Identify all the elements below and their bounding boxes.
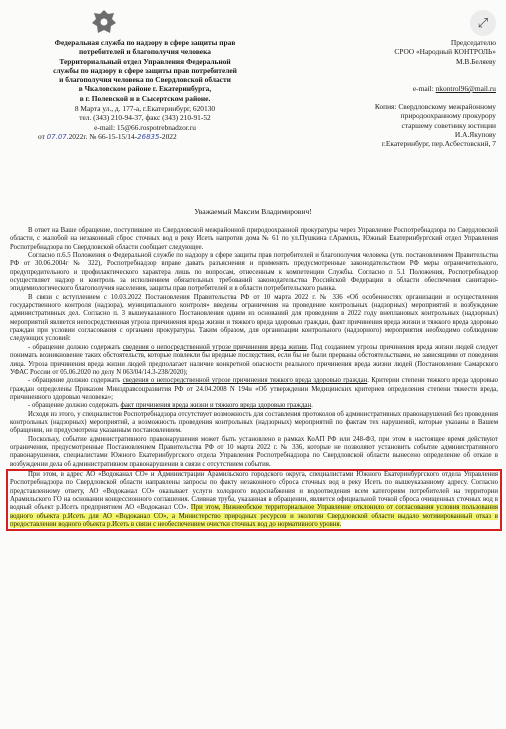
text: - обращение должно содержать <box>28 402 121 410</box>
num-suffix: -2022 <box>159 131 177 141</box>
copy-line: г.Екатеринбург, пер.Асбестовский, 7 <box>381 139 496 149</box>
paragraph: Исходя из этого, у специалистов Роспотребнадзора отсутствует возможность для составления протоколов об административных правонарушений без проведения контрольных (надзорных) мероприятий, а возможность проведения контрольных (надзорных) мероприятий по фактам тех нарушений, которые указаны в Вашем обращении, не предусмотрена указанным постановлением. <box>10 410 498 435</box>
paragraph <box>10 377 498 402</box>
sender-phone: тел. (343) 210-94-37, факс (343) 210-91-52 <box>79 113 211 123</box>
underlined-text: сведения о непосредственной угрозе причинения вреда жизни <box>122 343 307 351</box>
recipient-header <box>318 38 496 149</box>
copy-to <box>318 102 496 148</box>
text: . Критерии степени тяжкого вреда здоровью граждан определены Приказом Минздравсоцразвития РФ от 24.04.2008 N 194н «Об утверждении Медицинских критериев определения степени тяжести вреда, причиненного здоровью человека»; <box>10 377 499 401</box>
sender-line: потребителей и благополучия человека <box>79 47 211 57</box>
recipient-email-label: e-mail: <box>412 83 436 93</box>
sender-header <box>10 38 280 142</box>
recipient-email-line <box>318 84 496 93</box>
recipient-org: СРОО «Народный КОНТРОЛЬ» <box>394 47 496 57</box>
letter-body <box>10 227 498 531</box>
text: - обращение должно содержать <box>28 343 123 351</box>
num-prefix: от <box>38 131 45 141</box>
recipient-name: М.В.Беляеву <box>455 56 496 66</box>
coat-of-arms-icon <box>90 8 118 36</box>
handwritten-number: 26835 <box>137 132 160 141</box>
sender-line: службы по надзору в сфере защиты прав потребителей <box>53 65 237 75</box>
copy-line: Копия: Свердловскому межрайонному <box>374 102 496 112</box>
sender-email: e-mail: 15@66.rospotrebnadzor.ru <box>94 122 196 132</box>
underlined-text: факт причинения вреда жизни и тяжкого вреда здоровью граждан <box>120 402 312 410</box>
text: . <box>311 402 313 410</box>
underlined-text: сведения о непосредственной угрозе причинения тяжкого вреда здоровью граждан <box>122 377 368 385</box>
sender-line: Территориальный отдел Управления Федеральной <box>59 56 231 66</box>
paragraph <box>10 402 498 410</box>
handwritten-date: 07.07 <box>46 132 67 141</box>
text: При этом, в адрес АО «Водоканал СО» и Администрации Арамильского городского округа, специалистами Южного Екатеринбургского отдела Управления Роспотребнадзора по Свердловской области направлены запросы по факту незаконного сброса сточных вод в реку Исеть по вышеуказанному адресу. Согласно представленному ответу, АО «Водоканал СО» оказывает услуги холодного водоснабжения и водоотведения всем категориям потребителей на территории Арамильского ГО на основании концессионного соглашения. Сливная труба, указанная в обращении, является официальной точкой сброса очищенных сточных вод в водный объект р.Исеть предприятием АО «Водоканал СО». <box>10 470 498 512</box>
expand-icon[interactable]: ⤢ <box>470 10 496 36</box>
document-number <box>10 132 280 142</box>
copy-line: старшему советнику юстиции <box>401 120 496 130</box>
num-mid: .2022г. № 66-15-15/14- <box>66 131 138 141</box>
paragraph: В связи с вступлением с 10.03.2022 Постановления Правительства РФ от 10 марта 2022 г. № 336 «Об особенностях организации и осуществления государственного контроля (надзора), муниципального контроля» введены ограничения на проведение контрольных (надзорных) мероприятий и возбуждение административных дел. Согласно п. 3 вышеуказанного Постановления одним из оснований для проведения в 2022 году внеплановых контрольных (надзорных) мероприятий является непосредственная угроза причинения вреда жизни и тяжкого вреда здоровью граждан, факт причинения вреда жизни и тяжкого вреда здоровью граждан при условии согласования с органами прокуратуры. Таким образом, для организации контрольного (надзорного) мероприятия необходимо соблюдение следующих условий: <box>10 293 498 343</box>
paragraph: Поскольку, событие административного правонарушения может быть установлено в рамках КоАП РФ или 248-ФЗ, при этом в настоящее время действуют ограничения, предусмотренные Постановлением Правительства РФ от 10 марта 2022 г. № 336, которые не позволяют установить событие административного правонарушения, специалистами Южного Екатеринбургского отдела Управления Роспотребнадзора по Свердловской области вынесено определение об отказе в возбуждении дела об административном правонарушении в связи с отсутствием события. <box>10 435 498 468</box>
red-highlight-box <box>6 469 502 531</box>
sender-address: 8 Марта ул., д. 177-а, г.Екатеринбург, 620130 <box>74 104 216 114</box>
text: . Под созданием угрозы причинения вреда жизни людей следует понимать возникновение таких обстоятельств, которые повлекли бы вредные последствия, если бы не были прерваны обстоятельствами, не зависящими от поведения лица. Угроза причинения вреда жизни людей предполагает наличие конкретной опасности реального причинения вреда жизни людей (Постановление Самарского УФАС России от 05.06.2020 по делу N 063/04/14.3-238/2020); <box>10 343 499 376</box>
recipient-email: nkontrol96@mail.ru <box>435 83 496 93</box>
copy-line: природоохранному прокурору <box>400 111 496 121</box>
paragraph: В ответ на Ваше обращение, поступившее из Свердловской межрайонной природоохранной прокуратуры через Управление Роспотребнадзора по Свердловской области, с жалобой на незаконный сброс сточных вод в реку Исеть напротив дома № 61 по ул.Пушкина г.Арамиль, Южный Екатеринбургский отдел Управления Роспотребнадзора по Свердловской области сообщает следующее. <box>10 227 498 251</box>
greeting: Уважаемый Максим Владимирович! <box>194 207 312 216</box>
yellow-highlighted-text: При этом, Нижнеобское территориальное Управление отклонило от согласования условия пользования водного объекта р.Исеть для АО «Водоканал СО», а Министерство природных ресурсов и экологии Свердловской области выдало мотивированный отказ в предоставлении водного объекта р.Исеть в связи с необеспечением очистки сточных вод до нормативного уровня. <box>10 504 498 529</box>
text: - обращение должно содержать <box>28 377 123 385</box>
copy-line: И.А.Якупову <box>454 130 496 140</box>
paragraph <box>10 471 498 529</box>
sender-line: в Чкаловском районе г. Екатеринбурга, <box>78 84 212 94</box>
sender-line: в г. Полевской и в Сысертском районе. <box>79 93 211 103</box>
paragraph <box>10 344 498 377</box>
sender-line: и благополучия человека по Свердловской области <box>59 75 231 85</box>
recipient-title: Председателю <box>450 38 496 47</box>
sender-line: Федеральная служба по надзору в сфере защиты прав <box>54 38 236 47</box>
paragraph: Согласно п.6.5 Положения о Федеральной службе по надзору в сфере защиты прав потребителей и благополучия человека (утв. постановлением Правительства РФ от 30.06.2004г № 322), Роспотребнадзор вправе давать разъяснения и применять предусмотренные законодательством РФ меры ограничительного, предупредительного и профилактического характера лишь по вопросам, отнесенным к компетенции Службы. Согласно п 5.1 Положения, Роспотребнадзор осуществляет надзор и контроль за исполнением обязательных требований законодательства Российской Федерации в области обеспечения санитарно-эпидемиологического благополучия населения, защиты прав потребителей и в области потребительского рынка. <box>10 252 498 293</box>
